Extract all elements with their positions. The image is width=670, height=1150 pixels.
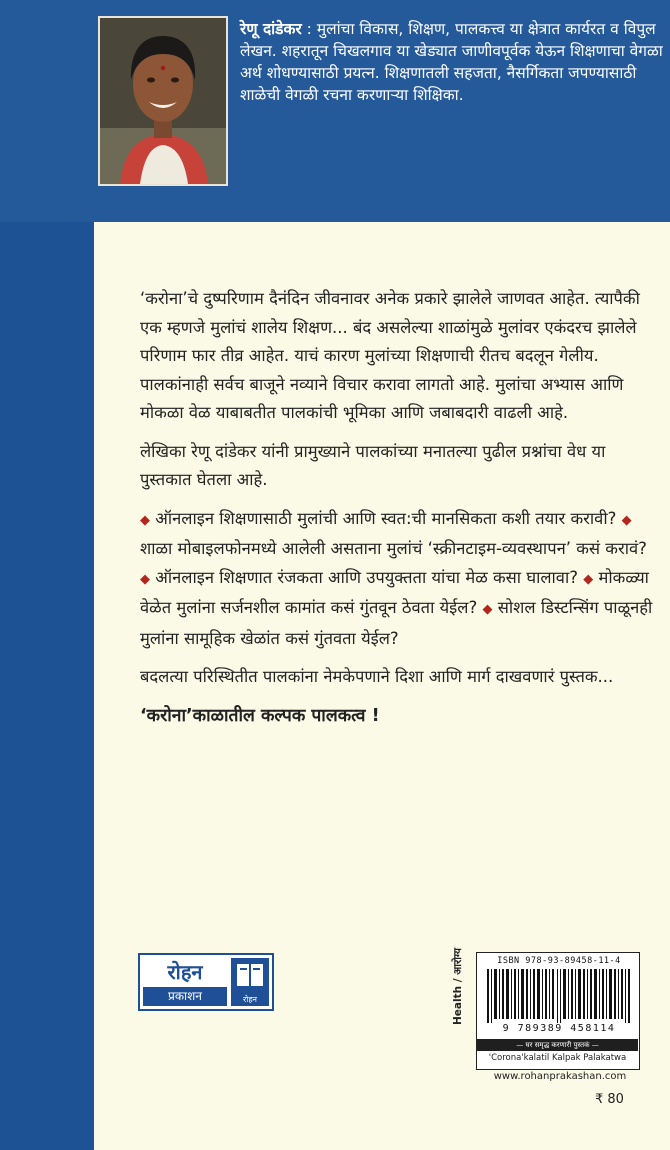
diamond-bullet-icon: ◆	[140, 512, 150, 528]
question-screentime: शाळा मोबाइलफोनमध्ये आलेली असताना मुलांचं ‘स्क्रीनटाइम-व्यवस्थापन’ कसं करावं?	[140, 539, 647, 558]
question-social-distancing: सोशल डिस्टन्सिंग पाळूनही मुलांना सामूहिक खेळांत कसं गुंतवता येईल?	[140, 598, 653, 648]
book-blurb	[140, 285, 655, 740]
book-title-english: 'Corona'kalatil Kalpak Palakatwa	[488, 1053, 627, 1063]
blurb-paragraph-intro: ‘करोना’चे दुष्परिणाम दैनंदिन जीवनावर अनेक प्रकारे झालेले जाणवत आहेत. त्यापैकी एक म्हणजे मुलांचं शालेय शिक्षण... बंद असलेल्या शाळांमुळे मुलांवर एकंदरच झालेले परिणाम फार तीव्र आहेत. याचं कारण मुलांच्या शिक्षणाची रीतच बदलून गेलीय. पालकांनाही सर्वच बाजूने नव्याने विचार करावा लागतो आहे. मुलांचा अभ्यास आणि मोकळा वेळ याबाबतीत पालकांची भूमिका आणि जबाबदारी वाढली आहे.	[140, 289, 640, 422]
author-photo	[98, 16, 228, 186]
publisher-sub: प्रकाशन	[143, 987, 227, 1006]
publisher-brand: रोहन	[167, 960, 203, 984]
publisher-website: www.rohanprakashan.com	[493, 1071, 627, 1082]
diamond-bullet-icon: ◆	[482, 602, 493, 617]
diamond-bullet-icon: ◆	[621, 512, 632, 528]
blurb-paragraph-author: लेखिका रेणू दांडेकर यांनी प्रामुख्याने पालकांच्या मनातल्या पुढील प्रश्नांचा वेध या पुस्तकात घेतला आहे.	[140, 441, 606, 489]
blurb-paragraph-closing: बदलत्या परिस्थितीत पालकांना नेमकेपणाने दिशा आणि मार्ग दाखवणारं पुस्तक...	[140, 667, 614, 686]
book-tagline: ‘करोना’काळातील कल्पक पालकत्व !	[140, 705, 380, 726]
isbn-barcode-box	[476, 952, 640, 1070]
author-separator: :	[301, 20, 317, 38]
barcode-digits: 9 789389 458114	[502, 1023, 616, 1034]
question-online-mindset: ऑनलाइन शिक्षणासाठी मुलांची आणि स्वत:ची मानसिकता कशी तयार करावी?	[155, 508, 617, 528]
barcode-icon	[487, 969, 631, 1023]
question-engagement: ऑनलाइन शिक्षणात रंजकता आणि उपयुक्तता यांचा मेळ कसा घालावा?	[155, 567, 579, 587]
author-name: रेणू दांडेकर	[240, 20, 302, 38]
book-icon	[231, 958, 269, 1006]
isbn-number: ISBN 978-93-89458-11-4	[497, 956, 621, 966]
publisher-logo	[138, 953, 274, 1011]
question-free-time: मोकळ्या वेळेत मुलांना सर्जनशील कामांत कसं गुंतवून ठेवता येईल?	[140, 567, 649, 617]
publisher-slogan: — घर समृद्ध करणारी पुस्तकं —	[477, 1039, 638, 1051]
book-price: ₹ 80	[595, 1092, 624, 1107]
publisher-mark: रोहन	[242, 995, 258, 1004]
diamond-bullet-icon: ◆	[583, 571, 594, 587]
publisher-logo-wordmark	[143, 958, 227, 1006]
blurb-questions	[140, 505, 655, 654]
author-bio	[240, 18, 665, 106]
author-bio-text: मुलांचा विकास, शिक्षण, पालकत्त्व या क्षेत्रात कार्यरत व विपुल लेखन. शहरातून चिखलगाव या खेड्यात जाणीवपूर्वक येऊन शिक्षणाचा वेगळा अर्थ शोधण्यासाठी प्रयत्न. शिक्षणातली सहजता, नैसर्गिकता जपण्यासाठी शाळेची वेगळी रचना करणाऱ्या शिक्षिका.	[240, 20, 663, 104]
diamond-bullet-icon: ◆	[140, 571, 150, 587]
category-label: Health / आरोग्य	[452, 947, 464, 1025]
